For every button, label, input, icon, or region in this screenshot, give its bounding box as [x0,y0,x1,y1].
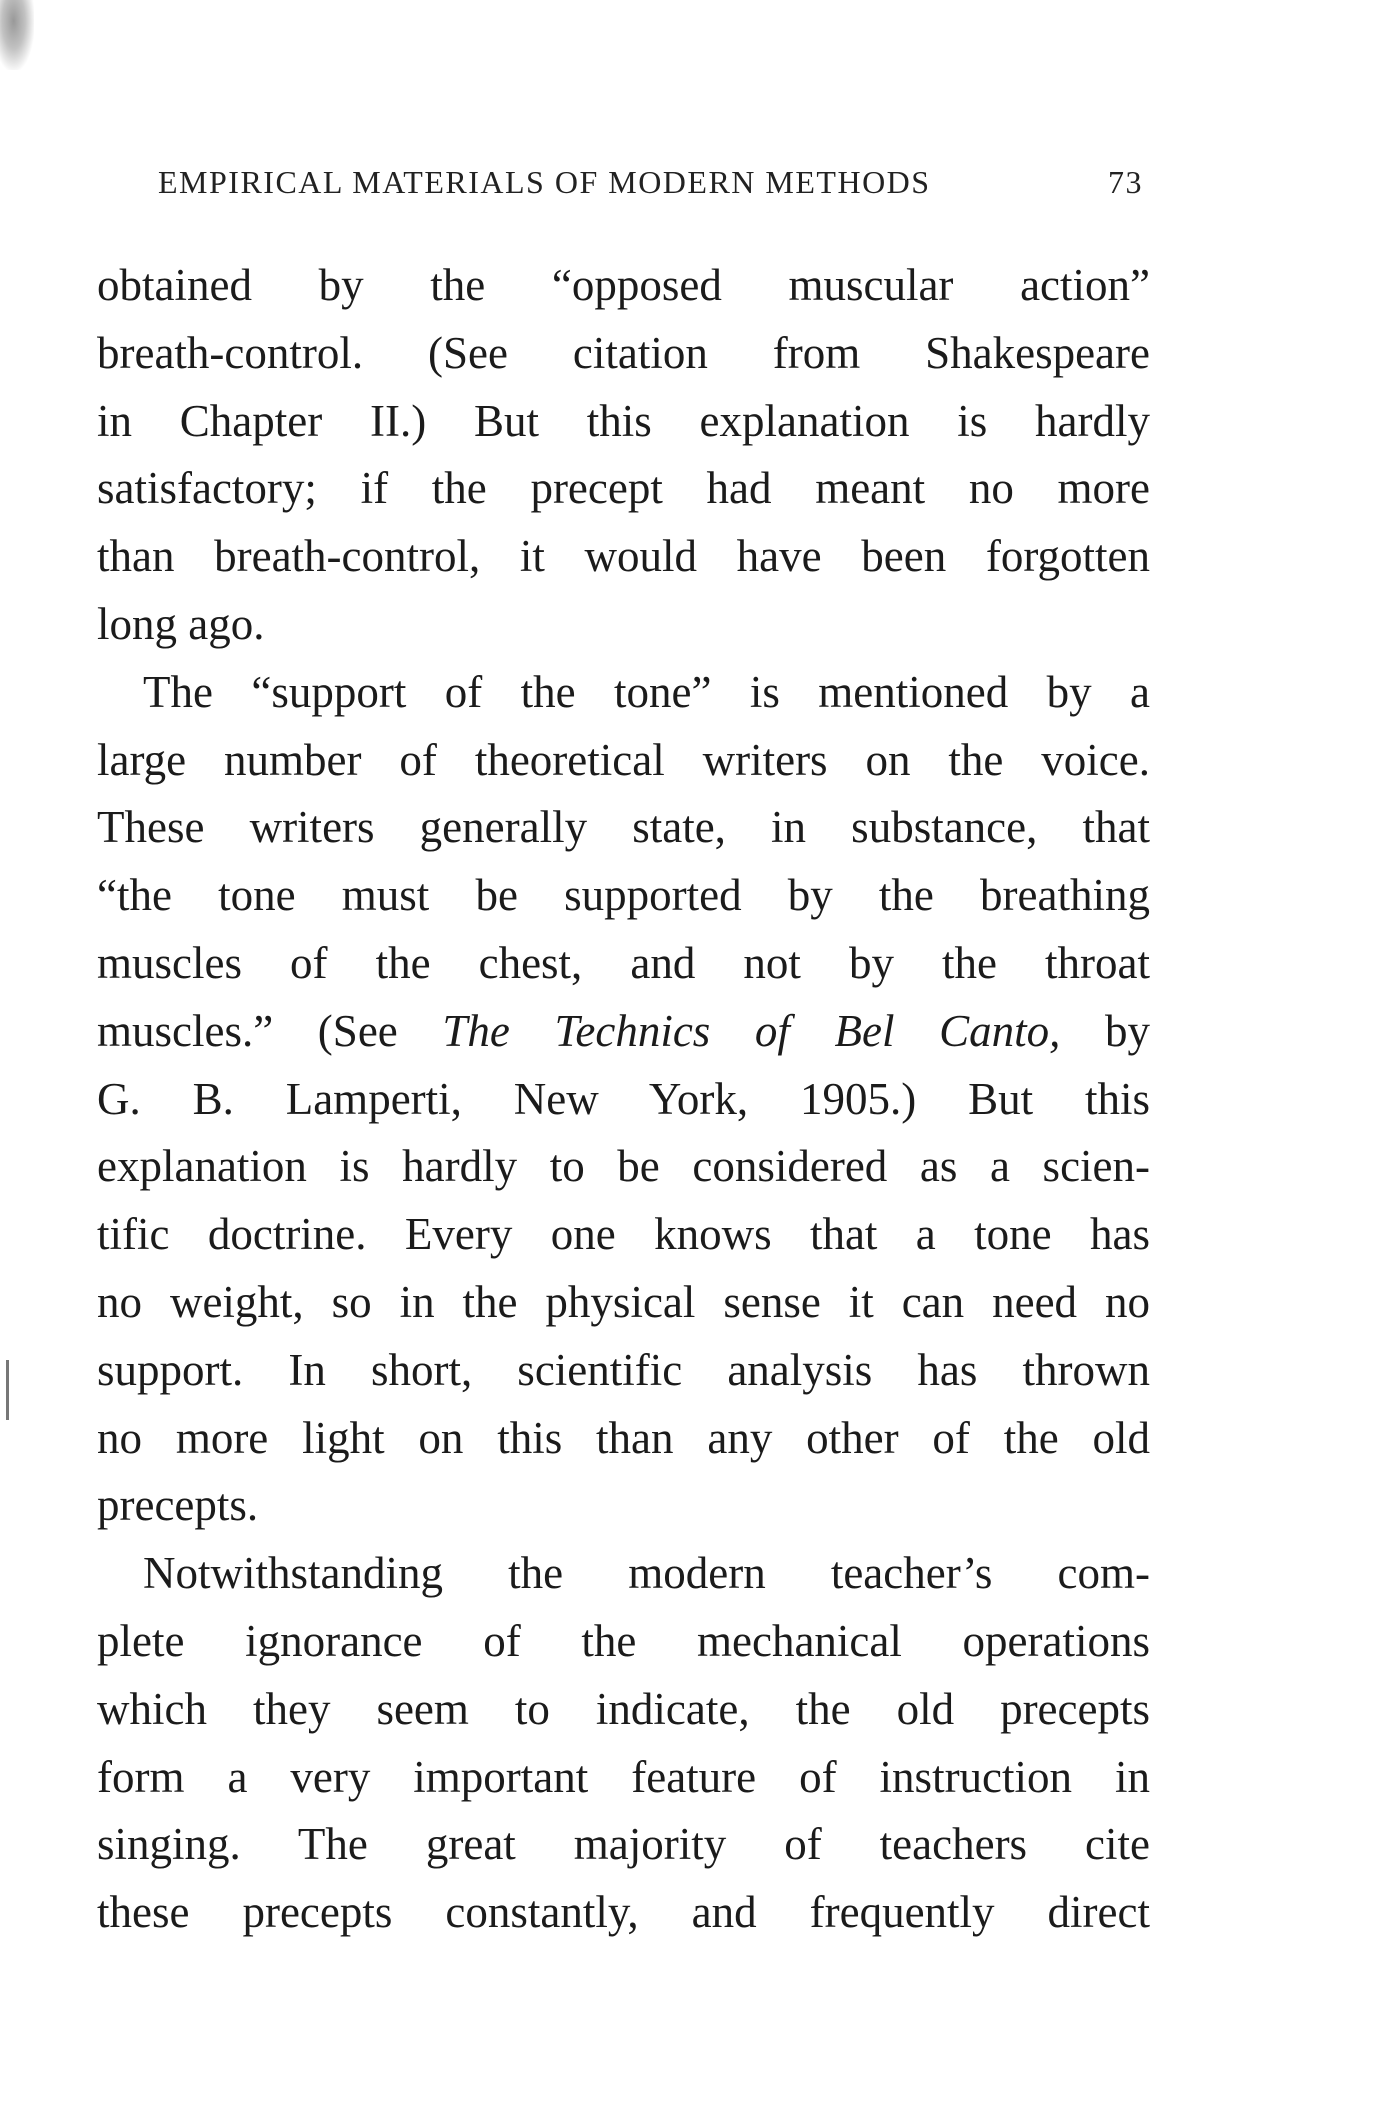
running-head-title: EMPIRICAL MATERIALS OF MODERN METHODS [158,164,931,200]
scan-smudge [0,0,34,70]
text-line: G. B. Lamperti, New York, 1905.) But this [97,1073,1150,1124]
citation-line [97,998,1150,1066]
text-line: obtained by the “opposed muscular action” [97,260,1150,310]
text-line: these precepts constantly, and frequently direct [97,1887,1150,1938]
text-line: tific doctrine. Every one knows that a tone has [97,1209,1150,1260]
text-line: explanation is hardly to be considered as a scien- [97,1141,1150,1192]
text-line: in Chapter II.) But this explanation is hardly [97,395,1150,446]
text-line: no more light on this than any other of the old [97,1412,1150,1463]
text-line: singing. The great majority of teachers cite [97,1819,1150,1870]
body-text [97,252,1150,1947]
margin-mark [6,1360,9,1420]
text-line: precepts. [97,1480,259,1531]
text-line: large number of theoretical writers on the voice. [97,734,1150,785]
text-line: support. In short, scientific analysis has thrown [97,1344,1150,1395]
text-line: which they seem to indicate, the old precepts [97,1683,1150,1734]
citation-before: muscles.” (See [97,1005,443,1056]
text-line: plete ignorance of the mechanical operations [97,1615,1150,1666]
page-number: 73 [1108,164,1143,200]
text-line: These writers generally state, in substance, that [97,802,1150,853]
text-line: long ago. [97,598,265,649]
text-line: The “support of the tone” is mentioned by a [143,666,1150,717]
text-line: satisfactory; if the precept had meant no more [97,463,1150,514]
text-line: Notwithstanding the modern teacher’s com- [143,1548,1150,1599]
text-line: muscles of the chest, and not by the throat [97,937,1150,988]
text-line: than breath-control, it would have been forgotten [97,531,1150,582]
text-line: form a very important feature of instruction in [97,1751,1150,1802]
running-head [158,164,1143,208]
text-line: no weight, so in the physical sense it can need no [97,1276,1150,1327]
book-title-italic: The Technics of Bel Canto, [442,1005,1061,1056]
text-line: “the tone must be supported by the breathing [97,870,1150,921]
text-line: breath-control. (See citation from Shakespeare [97,327,1150,378]
citation-after: by [1060,1005,1150,1056]
